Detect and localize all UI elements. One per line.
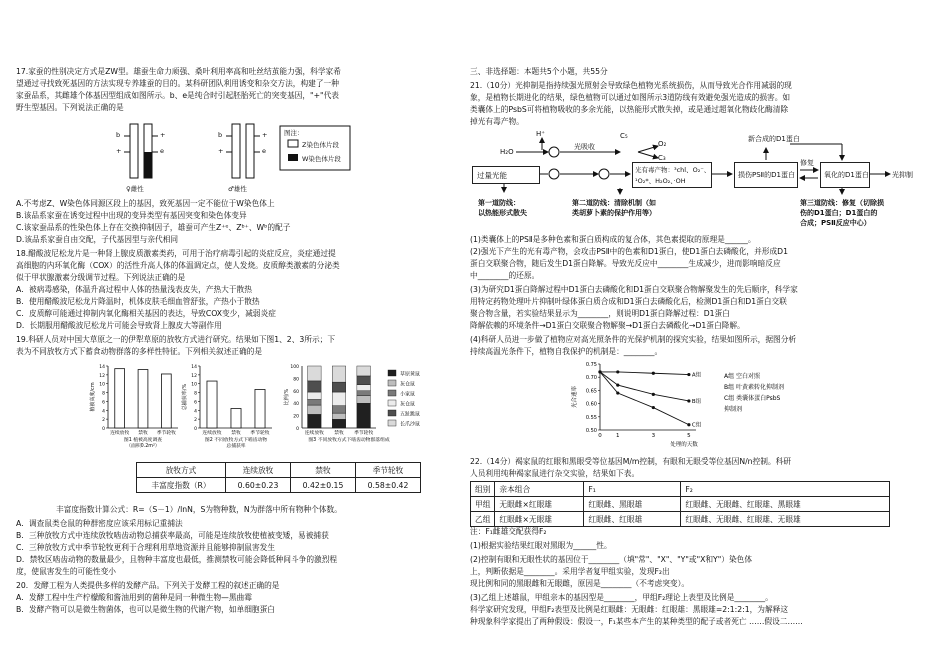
q19-th-2: 禁牧: [291, 463, 356, 478]
q21-q2c: 中________的还原。: [470, 271, 540, 280]
q19-td-1: 0.60±0.23: [226, 478, 291, 493]
h2o-label: H₂O: [500, 148, 514, 156]
q22-intro-1: 22.（14分）褐家鼠的红眼和黑眼受等位基因M/m控制，有眼和无眼受等位基因N/n控制。科研: [470, 457, 791, 466]
q18-option-b: B．使用醋酸波尼松龙片降温时，机体皮肤毛细血管舒张，产热小于散热: [16, 297, 260, 306]
curve-legend-3: 抑制剂: [724, 406, 743, 413]
fig3-seg-2-0: [357, 403, 371, 428]
q22-r1-3: 红眼雌、无眼雌、红眼雄、黑眼雄: [681, 497, 890, 512]
curve-point-2-2: [652, 406, 655, 409]
curve-ytick-label-1: 0.55: [585, 414, 597, 421]
new-d1-label: 新合成的D1蛋白: [748, 135, 800, 143]
q21-intro-1: 21.（10分）光抑制是指持续强光照射会导致绿色植物光系统损伤，从而导致光合作用减弱的现: [470, 81, 792, 90]
fig3-seg-1-2: [332, 406, 346, 413]
q19-chart-svg: [16, 358, 456, 450]
fig2-bar-2: [255, 389, 265, 428]
fig3-seg-1-0: [332, 419, 346, 428]
fig3-legend-label-4: 五趾跳鼠: [400, 411, 421, 418]
fig3-seg-2-3: [357, 385, 371, 391]
fig2-ytick-label-1: 2: [194, 418, 197, 424]
q22-r1-0: 甲组: [471, 497, 495, 512]
fig3-legend-swatch-3: [388, 400, 396, 406]
q17-option-b: B.该品系家蚕在诱变过程中出现的变异类型有基因突变和染色体变异: [16, 211, 247, 220]
oxidized-d1-label: 氧化的D1蛋白: [824, 171, 869, 179]
fig3-legend-swatch-1: [388, 380, 396, 386]
curve-ytick-label-2: 0.60: [585, 401, 597, 408]
damaged-d1-label: 损伤PSⅡ的D1蛋白: [738, 171, 795, 179]
fig1-caption-0: 图1 植被高度调查: [123, 438, 163, 443]
fig3-seg-1-1: [332, 413, 346, 419]
curve-ytick-label-4: 0.70: [585, 375, 597, 382]
fig3-seg-0-5: [308, 366, 322, 381]
fig3-seg-0-0: [308, 414, 322, 428]
curve-point-2-3: [687, 423, 690, 426]
male-label-b: b: [218, 131, 223, 139]
female-label-b: b: [116, 131, 121, 139]
section-heading: 三、非选择题：本题共5个小题，共55分: [470, 67, 608, 76]
damaged-d1-box: [734, 162, 798, 188]
q17-option-c: C.该家蚕品系的性染色体上存在交换抑制因子，雄蚕可产生Z⁺ᵉ、Zᵇ⁺、Wᵇ的配子: [16, 223, 291, 232]
fig1-ytick-label-1: 2: [102, 418, 105, 424]
fig1-ytick-label-3: 6: [102, 400, 105, 406]
left-column: [16, 0, 456, 672]
curve-point-2-0: [598, 370, 601, 373]
q22-th-1: 亲本组合: [495, 482, 584, 497]
q19-stem-1: 19.科研人员对中国大草原之一的伊犁草原的放牧方式进行研究。结果如下图1、2、3所示；下: [16, 335, 336, 344]
curve-ylabel: 光合速率: [572, 385, 578, 409]
q19-option-d1: D．禁牧区啮齿动物的数量最少，且物种丰富度也最低，推测禁牧可能会降低种间斗争的激烈程: [16, 555, 338, 564]
fig3-ytick-label-2: 40: [293, 402, 299, 408]
fig3-legend-label-2: 小家鼠: [400, 391, 416, 398]
fig3-ytick-label-0: 0: [296, 427, 299, 432]
fig2-ylabel: 总捕获率/%: [182, 383, 188, 411]
q18-stem-2: 高细胞的内环氧化酶（COX）的活性升高人体的体温调定点，使人发烧。皮质醇类激素的分泌类: [16, 261, 340, 270]
q19-charts: [16, 358, 456, 450]
curve-point-1-1: [616, 384, 619, 387]
fig3-seg-0-4: [308, 381, 322, 392]
hplus-label: H⁺: [536, 130, 545, 138]
q19-th-0: 放牧方式: [137, 463, 226, 478]
defense-3-line2: 伤的D1蛋白；D1蛋白的: [800, 209, 878, 217]
fig3-xcat-1: 禁牧: [334, 431, 344, 436]
fig3-caption-0: 图3 不同放牧方式下啮齿动物群落组成: [308, 438, 390, 443]
fig3-xcat-2: 季节轮牧: [354, 431, 374, 436]
defense-2-line1: 第二道防线：清除机制（如: [572, 199, 656, 207]
curve-chart-svg: [560, 358, 860, 452]
q19-option-d2: 度，使鼠害发生的可能性变小: [16, 567, 116, 576]
curve-ytick-label-3: 0.65: [585, 388, 597, 395]
fig1-ytick-label-7: 14: [99, 365, 105, 370]
fig1-ylabel: 植被高度/cm: [90, 382, 96, 412]
curve-series-0: [600, 372, 689, 375]
fig3-seg-0-3: [308, 392, 322, 399]
curve-series-label-1: B组: [691, 398, 702, 405]
defense-3-line3: 合成；PSⅡ反应中心）: [800, 219, 871, 227]
fig2-ytick-label-7: 14: [191, 365, 197, 370]
q19-table: [136, 462, 421, 493]
q22-q2c: 现比例和同的黑眼雌和无眼雌，原因是________（不考虑突变）。: [470, 579, 690, 588]
q22-r2-3: 红眼雌、无眼雌、红眼雄、无眼雄: [681, 512, 890, 527]
q17-stem-2: 望通过寻找致死基因的方法实现专养雄蚕的目的。某科研团队利用诱变和杂交方法，构建了一种: [16, 79, 339, 88]
fig3-seg-1-5: [332, 366, 346, 382]
fig3-legend-label-0: 草原黄鼠: [400, 371, 421, 378]
fig1-ytick-label-5: 10: [99, 382, 105, 388]
q21-q3c: 聚合物含量，若实验结果显示为________，则说明D1蛋白降解过程：D1蛋白: [470, 309, 730, 318]
q19-td-2: 0.42±0.15: [291, 478, 356, 493]
inhibit-label: 光抑制: [892, 171, 913, 179]
curve-xlabel: 处理的天数: [670, 442, 698, 448]
q21-intro-3: 类囊体上的PsbS可将植物吸收的多余光能，以热能形式散失掉，或是通过超氧化物歧化酶清除: [470, 105, 789, 114]
light-absorb-label: 光吸收: [574, 143, 595, 151]
fig1-ytick-label-4: 8: [102, 391, 105, 397]
fig1-bar-1: [138, 370, 148, 428]
toxic-line1: 光有毒产物：³chl、O₂⁻、: [635, 166, 711, 174]
q21-q4a: (4)科研人员进一步做了植物应对高光照条件的光保护机制的探究实验，结果如图所示，据图分析: [470, 335, 797, 344]
q19-td-0: 丰富度指数（R）: [137, 478, 226, 493]
o2-label: O₂: [658, 140, 667, 148]
q17-figure: [104, 116, 354, 196]
fig3-legend-swatch-0: [388, 370, 396, 376]
fig3-seg-1-4: [332, 382, 346, 392]
q22-q2a: (2)控制有眼和无眼性状的基因位于________（填"常"、"X"、"Y"或"X和Y"）染色体: [470, 555, 753, 564]
legend-z: Z染色体片段: [302, 141, 339, 149]
q22-q2b: 上，判断依据是________。采用学者复甲组实验，发现F₂出: [470, 567, 670, 576]
fig3-xcat-0: 连续放牧: [304, 431, 324, 436]
fig1-ytick-label-0: 0: [102, 427, 105, 432]
curve-legend-2: C组 类囊体蛋白PsbS: [724, 395, 781, 402]
c3-label: C₃: [658, 154, 666, 162]
female-label-plus-2: +: [160, 131, 166, 139]
fig2-xcat-1: 禁牧: [231, 431, 241, 436]
toxic-products-box: [632, 162, 712, 188]
fig3-ytick-label-3: 60: [293, 389, 299, 395]
curve-point-1-3: [687, 399, 690, 402]
fig3-legend-label-5: 长爪沙鼠: [400, 421, 421, 428]
curve-point-0-1: [616, 370, 619, 373]
q22-q3a: (3)乙组上述雄鼠，甲组亲本的基因型是________，甲组F₂理论上表型及比例是________。: [470, 593, 773, 602]
q21-intro-2: 象，是植物长期进化的结果，绿色植物可以通过如图所示3道防线有效避免强光造成的损害。如: [470, 93, 791, 102]
defense-1-line2: 以热能形式散失: [478, 209, 527, 217]
curve-point-0-2: [652, 372, 655, 375]
fig2-ytick-label-2: 4: [194, 409, 197, 415]
curve-series-label-2: C组: [691, 422, 702, 429]
q22-intro-2: 人员利用纯种褐家鼠进行杂交实验，结果如下表。: [470, 469, 640, 478]
q19-th-3: 季节轮牧: [356, 463, 421, 478]
fig1-bar-2: [161, 374, 171, 428]
fig1-bar-0: [115, 369, 125, 428]
fig3-seg-2-5: [357, 366, 371, 376]
female-label-plus: +: [116, 147, 122, 155]
fig3-ytick-label-5: 100: [290, 365, 299, 370]
q21-q3d: 降解依赖的环境条件→D1蛋白交联聚合物解聚→D1蛋白去磷酸化→D1蛋白降解。: [470, 321, 745, 330]
fig3-legend-swatch-2: [388, 390, 396, 396]
q17-option-a: A.不考虑Z、W染色体同源区段上的基因，致死基因一定不能位于W染色体上: [16, 199, 275, 208]
q21-q2b: 蛋白交联聚合物，随后发生D1蛋白降解。导致光反应中________生成减少，进而影响暗反应: [470, 259, 781, 268]
q18-stem-3: 似于甲状腺激素分级调节过程。下列说法正确的是: [16, 273, 186, 282]
curve-xtick-label-1: 1: [616, 433, 620, 439]
toxic-line2: ¹O₂*、H₂O₂、·OH: [635, 177, 686, 185]
q21-diagram: [470, 130, 932, 230]
q19-stem-2: 表为不同放牧方式下蓄食动物群落的多样性特征。下列相关叙述正确的是: [16, 347, 263, 356]
q21-q3b: 用特定药物处理叶片抑制叶绿体蛋白质合成和D1蛋白去磷酸化后，检测D1蛋白和D1蛋白交联: [470, 297, 787, 306]
excess-light-box: [472, 166, 540, 184]
q19-option-c: C．三种放牧方式中季节轮牧更利于合理利用草地资源并且能够抑制鼠害发生: [16, 543, 276, 552]
c5-label: C₅: [620, 132, 628, 140]
fig3-seg-0-1: [308, 405, 322, 414]
fig1-xcat-1: 禁牧: [138, 431, 148, 436]
curve-ytick-label-0: 0.50: [585, 428, 597, 434]
q21-curve-chart: [560, 358, 860, 452]
male-label-plus: +: [218, 147, 224, 155]
curve-legend-1: B组 叶黄素转化抑制剂: [724, 384, 785, 391]
fig2-bar-0: [207, 381, 217, 428]
fig3-legend-swatch-4: [388, 410, 396, 416]
q17-stem-1: 17.家蚕的性别决定方式是ZW型。雄蚕生命力顽强、桑叶利用率高和吐丝结茧能力强，科学家希: [16, 67, 341, 76]
q19-td-3: 0.58±0.42: [356, 478, 421, 493]
q22-table: [470, 481, 890, 527]
female-label-e: e: [160, 147, 164, 155]
q19-option-b: B．三种放牧方式中连续放牧啮齿动物总捕获率最高，可能是连续放牧使植被变矮，易被捕获: [16, 531, 329, 540]
fig1-xcat-0: 连续放牧: [110, 431, 130, 436]
fig2-caption-1: 总捕获率: [226, 444, 246, 449]
q22-r2-1: 红眼雌×无眼雄: [495, 512, 584, 527]
fig2-xcat-2: 季节轮牧: [250, 431, 270, 436]
q21-q2a: (2)强光下产生的光有毒产物，会攻击PSⅡ中的色素和D1蛋白，使D1蛋白去磷酸化，并形成D1: [470, 247, 788, 256]
q22-r2-2: 红眼雌、红眼雄: [584, 512, 681, 527]
q22-q1: (1)根据实验结果红眼对黑眼为______性。: [470, 541, 612, 550]
fig1-ytick-label-6: 12: [99, 373, 105, 379]
female-caption: ♀雌性: [126, 185, 144, 193]
fig3-seg-2-4: [357, 376, 371, 385]
male-label-plus-2: +: [262, 131, 268, 139]
fig2-ytick-label-0: 0: [194, 427, 197, 432]
q22-th-3: F₂: [681, 482, 890, 497]
curve-xtick-label-2: 3: [651, 433, 656, 439]
fig1-ytick-label-2: 4: [102, 409, 105, 415]
fig3-seg-2-1: [357, 396, 371, 403]
fig3-seg-1-3: [332, 392, 346, 406]
male-label-e: e: [262, 147, 266, 155]
q20-option-b: B．发酵产物可以是微生物菌体，也可以是微生物的代谢产物，如单细胞蛋白: [16, 605, 275, 614]
q18-option-a: A．被病毒感染，体温升高过程中人体的热量浅表皮失，产热大于散热: [16, 285, 252, 294]
right-column: [470, 0, 932, 672]
curve-ytick-label-5: 0.75: [585, 362, 597, 368]
fig2-ytick-label-5: 10: [191, 382, 197, 388]
fig2-caption-0: 图2 不同放牧方式下啮齿动物: [204, 438, 268, 443]
fig2-ytick-label-6: 12: [191, 373, 197, 379]
legend-w: W染色体片段: [302, 155, 341, 163]
fig3-legend-swatch-5: [388, 420, 396, 426]
defense-2-line2: 类胡萝卜素的保护作用等）: [572, 209, 656, 217]
q22-r1-2: 红眼雌、黑眼雄: [584, 497, 681, 512]
q20-option-a: A．发酵工程中生产柠檬酸和酱油用到的菌种是同一种微生物—黑曲霉: [16, 593, 252, 602]
q22-note: 注：F₁雌雄交配获得F₂: [470, 527, 547, 536]
curve-legend-0: A组 空白对照: [724, 373, 761, 380]
fig1-caption-1: （面积0.2m²）: [126, 444, 160, 449]
fig3-ytick-label-4: 80: [293, 377, 299, 383]
q18-option-c: C．皮质醇可能通过抑制内氧化酶相关基因的表达，导致COX变少，减弱炎症: [16, 309, 276, 318]
q21-q4b: 持续高温光条件下，植物自我保护的机制是：________。: [470, 347, 663, 356]
fig2-ytick-label-4: 8: [194, 391, 197, 397]
curve-point-2-1: [616, 391, 619, 394]
q18-option-d: D．长期服用醋酸波尼松龙片可能会导致肾上腺皮大等副作用: [16, 321, 222, 330]
male-caption: ♂雄性: [228, 185, 247, 193]
fig2-ytick-label-3: 6: [194, 400, 197, 406]
q21-q3a: (3)为研究D1蛋白降解过程中D1蛋白去磷酸化和D1蛋白交联聚合物解聚发生的先后顺序，科学家: [470, 285, 798, 294]
q22-th-0: 组别: [471, 482, 495, 497]
fig3-seg-2-2: [357, 391, 371, 396]
q20-stem: 20．发酵工程为人类提供多样的发酵产品。下列关于发酵工程的叙述正确的是: [16, 581, 280, 590]
legend-title: 图注：: [284, 129, 304, 137]
q21-q1: (1)类囊体上的PSⅡ是多种色素和蛋白质构成的复合体，其色素提取的原理是______。: [470, 235, 756, 244]
q22-q3b: 科学家研究发现，甲组F₂表型及比例是红眼雌：无眼雌：红眼雄：黑眼雄=2:1:2:1，为解释这: [470, 605, 789, 614]
q22-th-2: F₁: [584, 482, 681, 497]
q21-intro-4: 掉光有毒产物。: [470, 117, 524, 126]
q19-th-1: 连续放牧: [226, 463, 291, 478]
curve-xtick-label-3: 5: [687, 433, 691, 439]
q17-stem-3: 家蚕品系，其雌雄个体基因型组成如图所示。b、e是纯合时引起胚胎死亡的突变基因，"+"代表: [16, 91, 339, 100]
curve-xtick-label-0: 0: [598, 433, 602, 439]
fig3-seg-0-2: [308, 399, 322, 405]
q19-option-a: A．调查鼠类仓鼠的种群密度应该采用标记重捕法: [16, 519, 183, 528]
fig2-bar-1: [231, 409, 241, 428]
curve-point-1-2: [652, 393, 655, 396]
q18-stem-1: 18.醋酸波尼松龙片是一种肾上腺皮质激素类药，可用于治疗病毒引起的炎症反应，炎症通过提: [16, 249, 336, 258]
q22-r2-0: 乙组: [471, 512, 495, 527]
curve-series-label-0: A组: [691, 372, 702, 379]
q19-formula: 丰富度指数计算公式：R=（S－1）/lnN，S为物种数，N为群落中所有物种个体数。: [56, 505, 342, 514]
fig3-ylabel: 比例/%: [284, 388, 290, 406]
fig1-xcat-2: 季节轮牧: [156, 431, 176, 436]
curve-point-0-3: [687, 373, 690, 376]
oxidized-d1-box: [820, 162, 870, 188]
curve-series-1: [600, 372, 689, 401]
defense-1-line1: 第一道防线：: [478, 199, 520, 207]
excess-light-label: 过量光能: [477, 171, 507, 180]
q17-stem-4: 野生型基因。下列说法正确的是: [16, 103, 124, 112]
q22-q3c: 种现象科学家提出了两种假设：假设一，F₁某些本产生的某种类型的配子或者死亡 ……假设二……: [470, 617, 803, 626]
fig3-legend-label-1: 灰仓鼠: [400, 381, 416, 388]
q17-option-d: D.该品系家蚕自由交配，子代基因型与亲代相同: [16, 235, 179, 244]
repair-label: 修复: [800, 159, 814, 167]
defense-3-line1: 第三道防线：修复（切除损: [800, 199, 884, 207]
fig2-xcat-0: 连续放牧: [202, 431, 222, 436]
q22-r1-1: 无眼雌×红眼雄: [495, 497, 584, 512]
fig3-legend-label-3: 灰仓鼠: [400, 401, 416, 408]
fig3-ytick-label-1: 20: [293, 414, 299, 420]
